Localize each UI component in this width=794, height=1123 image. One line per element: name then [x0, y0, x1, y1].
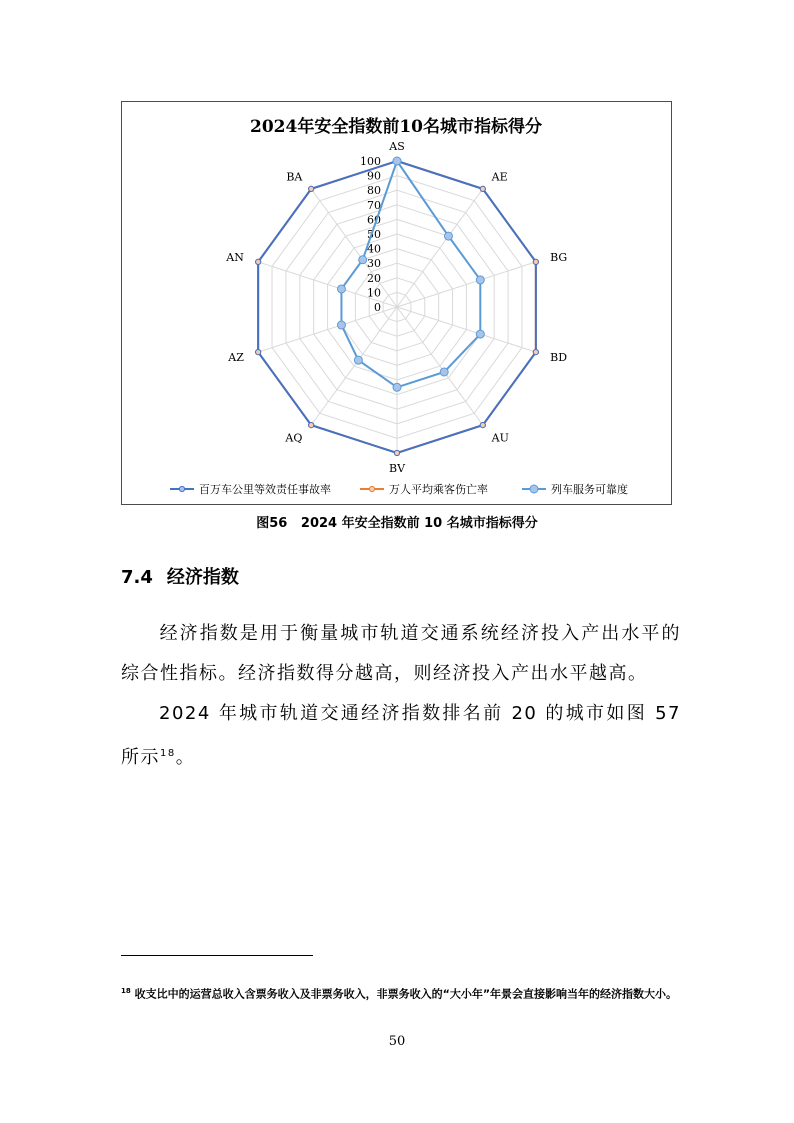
legend-label: 百万车公里等效责任事故率 [199, 483, 331, 496]
paragraph-1 [121, 614, 681, 694]
grid-spoke [311, 307, 397, 425]
grid-spoke [311, 189, 397, 307]
section-number: 7.4 [121, 567, 153, 588]
series-point [533, 350, 538, 355]
page-number: 50 [388, 1034, 406, 1049]
paragraph-2 [121, 694, 681, 778]
legend-label: 万人平均乘客伤亡率 [389, 483, 488, 496]
radial-tick-label: 10 [367, 286, 381, 300]
series-point [354, 356, 362, 364]
radial-tick-label: 60 [367, 213, 381, 227]
footnote-text: 收支比中的运营总收入含票务收入及非票务收入，非票务收入的“大小年”年景会直接影响当年的经济指数大小。 [134, 987, 678, 1001]
radial-tick-label: 90 [367, 169, 381, 183]
series-point [359, 256, 367, 264]
paragraph-1-text: 经济指数是用于衡量城市轨道交通系统经济投入产出水平的综合性指标。经济指数得分越高，则经济投入产出水平越高。 [121, 623, 681, 684]
series-point [440, 368, 448, 376]
series-point [393, 383, 401, 391]
series-point [480, 423, 485, 428]
legend-label: 列车服务可靠度 [551, 483, 628, 496]
series-point [393, 157, 401, 165]
radar-chart [122, 102, 671, 504]
legend-marker [530, 485, 538, 493]
radial-tick-label: 50 [367, 228, 381, 241]
paragraph-2-text: 2024 年城市轨道交通经济指数排名前 20 的城市如图 57 所示 [121, 703, 681, 768]
grid-spoke [397, 307, 483, 425]
series-point [337, 285, 345, 293]
category-label: AS [389, 140, 405, 153]
series-point [256, 259, 261, 264]
legend-marker [179, 486, 184, 491]
radial-tick-label: 100 [360, 155, 381, 168]
section-heading [121, 563, 239, 589]
radial-tick-label: 0 [374, 301, 381, 314]
grid-spoke [397, 189, 483, 307]
footnote-mark: 18 [121, 987, 131, 995]
series-point [309, 186, 314, 191]
series-point [256, 350, 261, 355]
footnote-ref[interactable]: 18 [160, 748, 176, 759]
category-label: AU [491, 431, 509, 445]
figure-caption [0, 512, 794, 531]
category-label: BG [550, 251, 568, 265]
paragraph-2-end: 。 [175, 747, 196, 768]
series-point [337, 321, 345, 329]
category-label: AN [226, 251, 244, 265]
caption-text: 2024 年安全指数前 10 名城市指标得分 [300, 516, 538, 531]
legend-marker [369, 486, 374, 491]
category-label: BA [286, 170, 303, 184]
chart-frame [121, 101, 672, 505]
series-point [309, 423, 314, 428]
chart-title: 2024年安全指数前10名城市指标得分 [250, 117, 542, 137]
radial-tick-label: 30 [367, 257, 381, 271]
caption-label: 图56 [256, 516, 288, 531]
section-title: 经济指数 [166, 567, 239, 588]
category-label: AE [491, 170, 508, 184]
series-point [533, 259, 538, 264]
category-label: AZ [228, 350, 244, 364]
category-label: BD [550, 350, 568, 364]
radial-tick-label: 20 [367, 271, 381, 285]
footnote [121, 980, 681, 1006]
radial-tick-label: 70 [367, 198, 381, 212]
series-point [476, 330, 484, 338]
radial-tick-label: 80 [367, 184, 381, 198]
category-label: BV [388, 462, 406, 475]
series-point [394, 450, 399, 455]
footnote-rule [121, 955, 313, 956]
category-label: AQ [285, 431, 303, 445]
series-point [480, 186, 485, 191]
series-point [476, 276, 484, 284]
radial-tick-label: 40 [367, 242, 381, 256]
series-point [444, 232, 452, 240]
